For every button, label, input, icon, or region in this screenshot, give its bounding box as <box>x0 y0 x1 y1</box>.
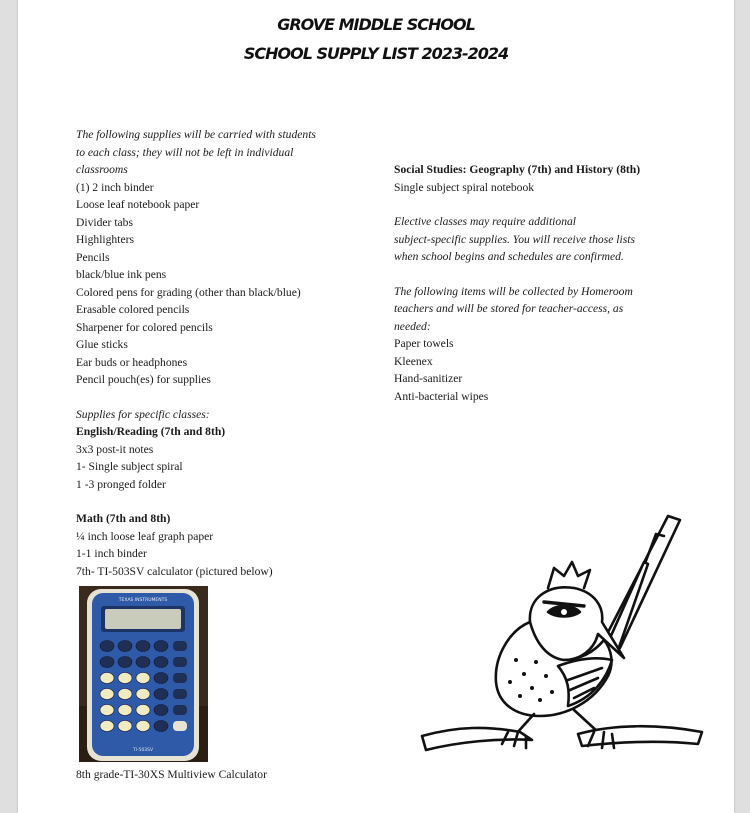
calculator-key <box>100 705 114 716</box>
supply-list-title: SCHOOL SUPPLY LIST 2023-2024 <box>243 44 509 63</box>
right-column <box>394 161 640 405</box>
supply-item: Erasable colored pencils <box>76 303 190 316</box>
calculator-key <box>136 673 150 684</box>
supply-item: Highlighters <box>76 233 134 246</box>
math-item: 7th- TI-503SV calculator (pictured below) <box>76 564 273 578</box>
calculator-key <box>154 705 168 716</box>
math-heading: Math (7th and 8th) <box>76 512 171 525</box>
supply-item: Pencils <box>76 250 110 264</box>
calculator-key <box>118 673 132 684</box>
calculator-key <box>154 721 168 732</box>
intro-line: The following supplies will be carried with students <box>76 128 316 141</box>
calculator-side-key <box>173 689 187 699</box>
calculator-key <box>100 641 114 652</box>
math-item: ¼ inch loose leaf graph paper <box>76 529 214 543</box>
calculator-key <box>118 657 132 668</box>
calculator-key <box>100 673 114 684</box>
calculator-side-key <box>173 641 187 651</box>
supply-item: black/blue ink pens <box>76 268 167 281</box>
supply-item: (1) 2 inch binder <box>76 180 154 194</box>
calculator-key <box>100 721 114 732</box>
calculator-key <box>118 689 132 700</box>
social-studies-item: Single subject spiral notebook <box>394 180 535 194</box>
math-item: 1-1 inch binder <box>76 547 147 560</box>
calculator-key <box>136 689 150 700</box>
intro-line: to each class; they will not be left in individual <box>76 145 294 159</box>
calculator-side-key <box>173 705 187 715</box>
calculator-photo <box>79 586 208 762</box>
calculator-key <box>136 657 150 668</box>
calculator-screen <box>105 609 181 629</box>
calculator-key <box>136 641 150 652</box>
roadrunner-mascot-illustration <box>398 510 718 760</box>
homeroom-note-line: needed: <box>394 319 431 333</box>
calculator-key <box>100 657 114 668</box>
homeroom-item: Kleenex <box>394 354 433 368</box>
calculator-brand: TEXAS INSTRUMENTS <box>118 598 168 603</box>
homeroom-note-line: The following items will be collected by Homeroom <box>394 284 633 298</box>
calculator-illustration <box>79 586 208 762</box>
calculator-side-key <box>173 673 187 683</box>
supply-item: Ear buds or headphones <box>76 355 188 369</box>
english-heading: English/Reading (7th and 8th) <box>76 425 226 438</box>
homeroom-note-line: teachers and will be stored for teacher-access, as <box>394 302 624 315</box>
calculator-key <box>136 705 150 716</box>
calculator-side-key <box>173 657 187 667</box>
calculator-key <box>118 705 132 716</box>
calculator-key <box>136 721 150 732</box>
supply-item: Colored pens for grading (other than black/blue) <box>76 285 301 299</box>
supply-item: Sharpener for colored pencils <box>76 320 213 334</box>
calculator-key <box>100 689 114 700</box>
homeroom-item: Paper towels <box>394 337 454 350</box>
english-item: 3x3 post-it notes <box>76 442 154 456</box>
english-item: 1 -3 pronged folder <box>76 477 166 491</box>
english-item: 1- Single subject spiral <box>76 460 183 473</box>
calculator-key <box>154 641 168 652</box>
specific-classes-intro: Supplies for specific classes: <box>76 407 210 421</box>
intro-line: classrooms <box>76 163 128 176</box>
left-column <box>76 126 316 580</box>
calculator-side-key <box>173 721 187 731</box>
calculator-key <box>154 673 168 684</box>
supply-item: Pencil pouch(es) for supplies <box>76 373 211 386</box>
elective-note-line: Elective classes may require additional <box>394 215 577 228</box>
homeroom-item: Anti-bacterial wipes <box>394 389 489 403</box>
elective-note-line: subject-specific supplies. You will receive those lists <box>394 232 635 246</box>
calculator-key <box>154 689 168 700</box>
elective-note-line: when school begins and schedules are confirmed. <box>394 250 624 263</box>
social-studies-heading: Social Studies: Geography (7th) and History (8th) <box>394 163 641 176</box>
calculator-key <box>118 641 132 652</box>
calculator-caption: 8th grade-TI-30XS Multiview Calculator <box>76 768 267 781</box>
calculator-key <box>118 721 132 732</box>
calculator-model: TI-503SV <box>132 748 154 753</box>
supply-item: Divider tabs <box>76 215 133 229</box>
supply-item: Loose leaf notebook paper <box>76 198 200 211</box>
calculator-key <box>154 657 168 668</box>
document-page <box>18 0 734 813</box>
school-name: GROVE MIDDLE SCHOOL <box>277 15 475 34</box>
supply-item: Glue sticks <box>76 338 128 351</box>
homeroom-item: Hand-sanitizer <box>394 372 463 385</box>
